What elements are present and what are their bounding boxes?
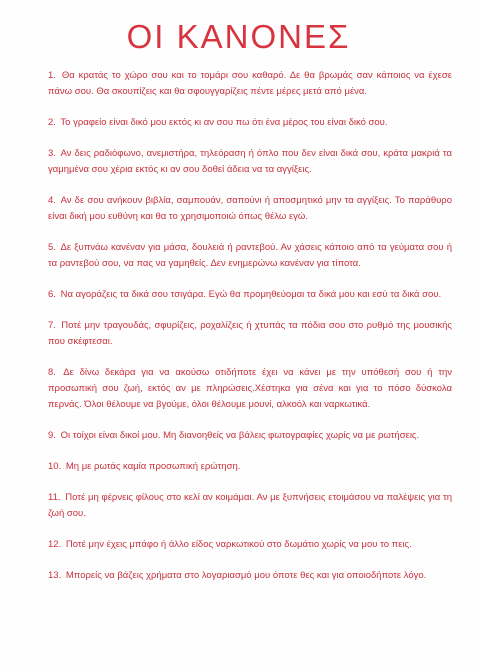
rule-text: Αν δεις ραδιόφωνο, ανεμιστήρα, τηλεόραση ή όπλο που δεν είναι δικά σου, κράτα μακριά τα γαμημένα σου χέρια εκτός κι αν σου δοθεί άδεια να τα αγγίξεις. <box>48 148 452 175</box>
rule-number: 1. <box>48 70 56 81</box>
page-title: ΟΙ ΚΑΝΟΝΕΣ <box>126 18 351 55</box>
rule-number: 6. <box>48 289 56 300</box>
rule-number: 13. <box>48 570 62 581</box>
rule-item <box>48 428 452 444</box>
rule-text: Μη με ρωτάς καμία προσωπική ερώτηση. <box>65 461 241 472</box>
rule-item <box>48 146 452 178</box>
rule-text: Οι τοίχοι είναι δικοί μου. Μη διανοηθείς να βάλεις φωτογραφίες χωρίς να με ρωτήσεις. <box>60 430 420 441</box>
rule-number: 2. <box>48 117 56 128</box>
rule-text: Το γραφείο είναι δικό μου εκτός κι αν σου πω ότι ένα μέρος του είναι δικό σου. <box>60 117 388 128</box>
rule-number: 10. <box>48 461 62 472</box>
rule-item <box>48 490 452 522</box>
rule-item <box>48 115 452 131</box>
rule-text: Αν δε σου ανήκουν βιβλία, σαμπουάν, σαπούνι ή αποσμητικό μην τα αγγίξεις. Το παράθυρο είναι δική μου ευθύνη και θα το χρησιμοποιώ όπως θέλω εγώ. <box>48 195 452 222</box>
rule-text: Δε ξυπνάω κανέναν για μάσα, δουλειά ή ραντεβού. Αν χάσεις κάποιο από τα γεύματα σου ή τα ραντεβού σου, να πας να γαμηθείς. Δεν ενημερώνω κανέναν για τίποτα. <box>48 242 452 269</box>
rule-item <box>48 287 452 303</box>
rule-number: 11. <box>48 492 61 503</box>
rule-text: Μπορείς να βάζεις χρήματα στο λογαριασμό μου όποτε θες και για οποιοδήποτε λόγο. <box>65 570 427 581</box>
rule-number: 12. <box>48 539 62 550</box>
rule-number: 9. <box>48 430 56 441</box>
rules-list <box>48 68 452 599</box>
rule-number: 7. <box>48 320 56 331</box>
rule-item <box>48 459 452 475</box>
rule-text: Ποτέ μη φέρνεις φίλους στο κελί αν κοιμάμαι. Αν με ξυπνήσεις ετοιμάσου να παλέψεις για τη ζωή σου. <box>48 492 452 519</box>
rule-number: 8. <box>48 367 56 378</box>
rule-text: Δε δίνω δεκάρα για να ακούσω οτιδήποτε έχει να κάνει με την υπόθεσή σου ή την προσωπική σου ζωή, εκτός αν με πληρώσεις.Χέστηκα για σένα και για το πόσο δύσκολα περνάς. Όλοι θέλουμε να βγούμε, όλοι θέλουμε μουνί, αλκοόλ και ναρκωτικά. <box>48 367 452 410</box>
rule-item <box>48 537 452 553</box>
rule-number: 4. <box>48 195 56 206</box>
rule-item <box>48 568 452 584</box>
rule-text: Θα κρατάς το χώρο σου και το τομάρι σου καθαρό. Δε θα βρωμάς σαν κάποιος να έχεσε πάνω σου. Θα σκουπίζεις και θα σφουγγαρίζεις πέντε μέρες μετά από μένα. <box>48 70 452 97</box>
rule-text: Ποτέ μην έχεις μπάφο ή άλλο είδος ναρκωτικού στο δωμάτιο χωρίς να μου το πεις. <box>65 539 412 550</box>
rule-item <box>48 193 452 225</box>
rule-number: 5. <box>48 242 56 253</box>
rule-item <box>48 240 452 272</box>
rule-item <box>48 68 452 100</box>
rule-item <box>48 318 452 350</box>
rule-text: Να αγοράζεις τα δικά σου τσιγάρα. Εγώ θα προμηθεύομαι τα δικά μου και εσύ τα δικά σου. <box>60 289 442 300</box>
rule-text: Ποτέ μην τραγουδάς, σφυρίζεις, ροχαλίζεις ή χτυπάς τα πόδια σου στο ρυθμό της μουσικής που σκέφτεσαι. <box>48 320 452 347</box>
rule-number: 3. <box>48 148 56 159</box>
rule-item <box>48 365 452 413</box>
